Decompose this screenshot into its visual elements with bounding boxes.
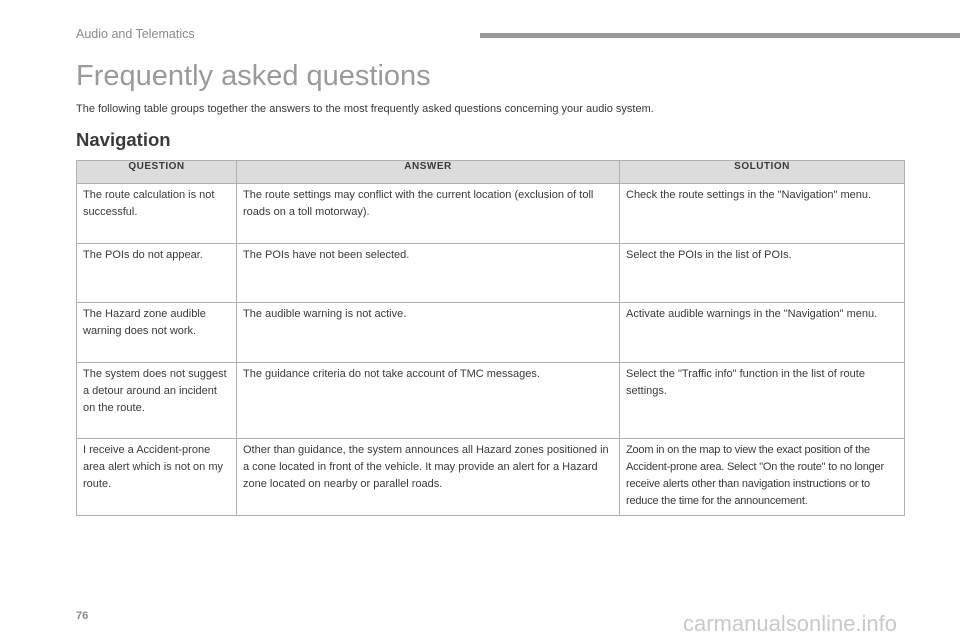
answer-cell: The route settings may conflict with the current location (exclusion of toll roads on a toll motorway). bbox=[237, 184, 620, 244]
answer-cell: The guidance criteria do not take account of TMC messages. bbox=[237, 363, 620, 439]
column-header-solution: SOLUTION bbox=[620, 161, 905, 184]
table-row bbox=[77, 439, 905, 516]
header-section-label: Audio and Telematics bbox=[76, 27, 195, 41]
solution-cell: Check the route settings in the "Navigation" menu. bbox=[620, 184, 905, 244]
solution-cell: Zoom in on the map to view the exact position of the Accident-prone area. Select "On the route" to no longer receive alerts other than navigation instructions or to reduce the time for the announcement. bbox=[620, 439, 905, 516]
solution-cell: Select the "Traffic info" function in the list of route settings. bbox=[620, 363, 905, 439]
column-header-answer: ANSWER bbox=[237, 161, 620, 184]
page-title: Frequently asked questions bbox=[76, 60, 431, 92]
answer-cell: The audible warning is not active. bbox=[237, 303, 620, 363]
question-cell: The system does not suggest a detour around an incident on the route. bbox=[77, 363, 237, 439]
solution-cell: Activate audible warnings in the "Navigation" menu. bbox=[620, 303, 905, 363]
section-title-navigation: Navigation bbox=[76, 129, 171, 150]
table-row bbox=[77, 303, 905, 363]
faq-table bbox=[76, 160, 905, 516]
question-cell: The route calculation is not successful. bbox=[77, 184, 237, 244]
question-cell: I receive a Accident-prone area alert which is not on my route. bbox=[77, 439, 237, 516]
watermark: carmanualsonline.info bbox=[683, 611, 898, 636]
table-row bbox=[77, 244, 905, 303]
question-cell: The POIs do not appear. bbox=[77, 244, 237, 303]
column-header-question: QUESTION bbox=[77, 161, 237, 184]
page-number: 76 bbox=[76, 610, 89, 622]
table-row bbox=[77, 363, 905, 439]
answer-cell: The POIs have not been selected. bbox=[237, 244, 620, 303]
header-rule bbox=[480, 33, 960, 38]
question-cell: The Hazard zone audible warning does not work. bbox=[77, 303, 237, 363]
answer-cell: Other than guidance, the system announces all Hazard zones positioned in a cone located in front of the vehicle. It may provide an alert for a Hazard zone located on nearby or parallel roads. bbox=[237, 439, 620, 516]
table-row bbox=[77, 184, 905, 244]
table-header-row bbox=[77, 161, 905, 184]
solution-cell: Select the POIs in the list of POIs. bbox=[620, 244, 905, 303]
intro-text: The following table groups together the answers to the most frequently asked questions concerning your audio system. bbox=[76, 103, 654, 115]
